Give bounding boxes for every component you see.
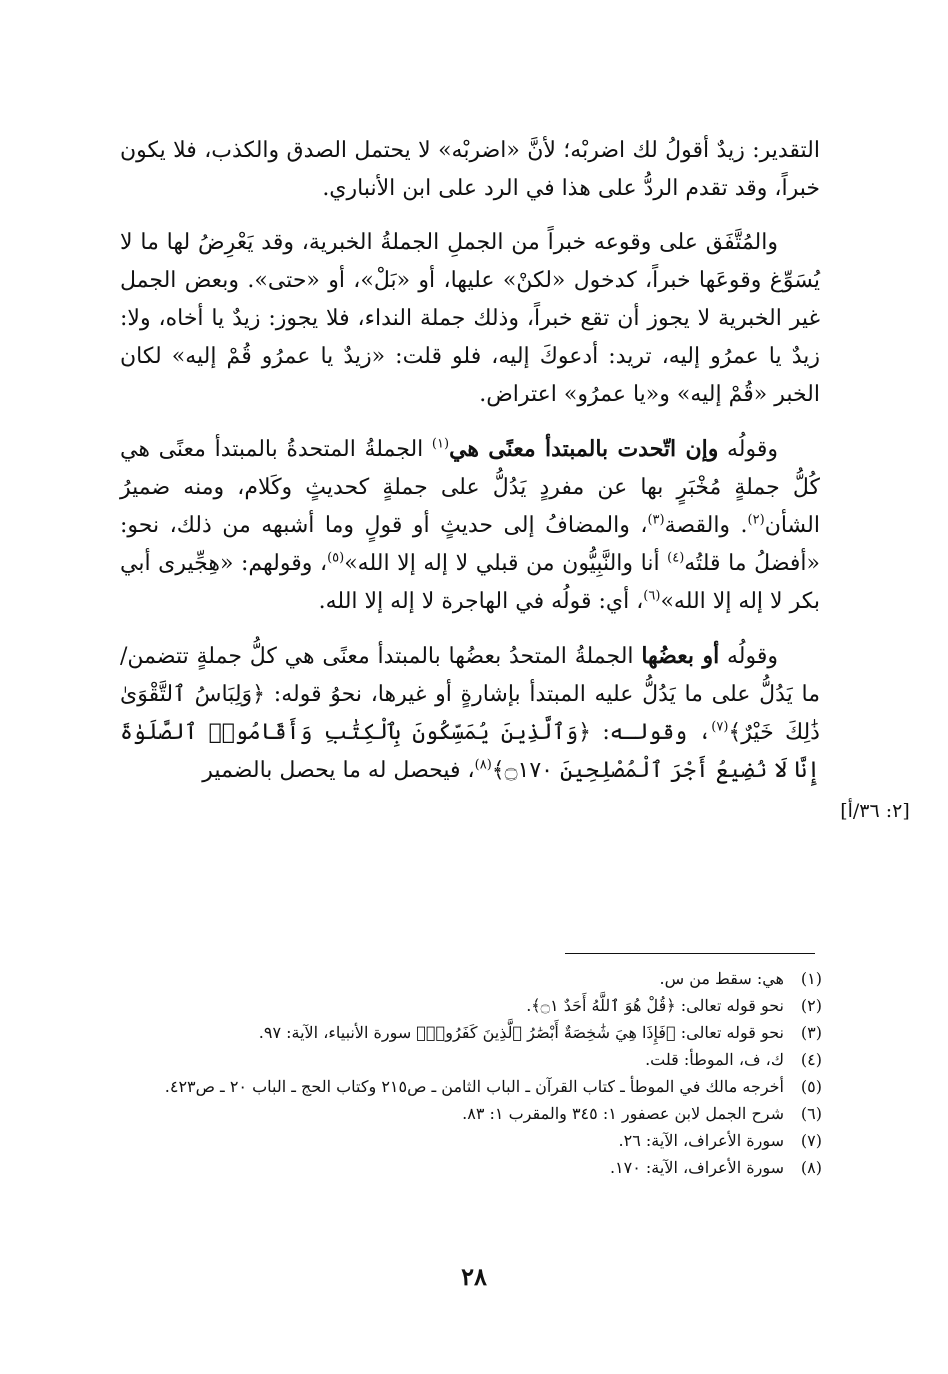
paragraph-3	[120, 430, 820, 621]
text-run: ، فيحصل له ما يحصل بالضمير	[202, 758, 475, 783]
page-number: ٢٨	[461, 1262, 487, 1291]
footnote-number: (٥)	[800, 1077, 822, 1096]
text-run: أنا والنَّبِيُّون من قبلي لا إله إلا الله»	[344, 551, 668, 576]
footnote-text: نحو قوله تعالى: ﴿فَإِذَا هِيَ شَٰخِصَةٌ أَبْصَٰرُ ٱلَّذِينَ كَفَرُوا۟﴾ سورة الأنبياء، الآية: ٩٧.	[258, 1023, 784, 1042]
paragraph-1: التقدير: زيدٌ أقولُ لك اضربْه؛ لأنَّ «اضربْه» لا يحتمل الصدق والكذب، فلا يكون خبراً، وقد تقدم الردُّ على هذا في الرد على ابن الأنباري.	[120, 138, 820, 201]
paragraph-2: والمُتَّفَق على وقوعه خبراً من الجملِ الجملةُ الخبرية، وقد يَعْرِضُ لها ما لا يُسَوِّغ وقوعَها خبراً، كدخول «لكنْ» عليها، أو «بَلْ»، أو «حتى». وبعض الجمل غير الخبرية لا يجوز أن تقع خبراً، وذلك جملة النداء، فلا يجوز: زيدٌ يا أخاه، ولا: زيدٌ يا عمرُو إليه، تريد: أدعوكَ إليه، فلو قلت: «زيدٌ يا عمرُو قُمْ إليه» لكان الخبر «قُمْ إليه» و«يا عمرُو» اعتراض.	[120, 230, 820, 407]
footnote-ref-8[interactable]: (٨)	[474, 757, 492, 773]
paragraph-4	[120, 637, 820, 790]
footnote-ref-2[interactable]: (٢)	[747, 512, 765, 528]
text-run: ، وقولـه:	[591, 720, 712, 745]
footnote-item	[110, 1127, 822, 1154]
footnote-text: شرح الجمل لابن عصفور ١: ٣٤٥ والمقرب ١: ٨٣.	[462, 1104, 784, 1123]
footnote-divider	[565, 953, 815, 954]
main-text	[120, 132, 820, 806]
footnote-item	[110, 965, 822, 992]
footnote-text: أخرجه مالك في الموطأ ـ كتاب القرآن ـ الباب الثامن ـ ص٢١٥ وكتاب الحج ـ الباب ٢٠ ـ ص٤٢٣.	[164, 1077, 784, 1096]
footnote-text: هي: سقط من س.	[659, 969, 784, 988]
text-run: الجملةُ المتحدُ بعضُها بالمبتدأ معنًى هي كلُّ جملةٍ تتضمن/ ما يَدُلُّ على ما يَدُلُّ عليه المبتدأ بإشارةٍ أو غيرها، نحوُ قوله:	[120, 644, 820, 707]
text-run: الجملةُ المتحدةُ بالمبتدأ معنًى هي كُلُّ جملةٍ مُخْبَرٍ بها عن مفردٍ يَدُلُّ على جملةٍ كحديثٍ وكَلام، ومنه ضميرُ الشأن	[120, 437, 820, 538]
footnote-item	[110, 992, 822, 1019]
text-run: وقولُه	[718, 437, 778, 462]
footnote-ref-1[interactable]: (١)	[431, 436, 450, 452]
footnote-ref-5[interactable]: (٥)	[327, 550, 345, 566]
footnote-text: سورة الأعراف، الآية: ٢٦.	[618, 1131, 784, 1150]
bold-quote: وإن اتّحدت بالمبتدأ معنًى هي	[449, 436, 719, 462]
footnote-ref-3[interactable]: (٣)	[647, 512, 665, 528]
footnote-text: سورة الأعراف، الآية: ١٧٠.	[609, 1158, 784, 1177]
footnote-item	[110, 1100, 822, 1127]
footnote-number: (٤)	[800, 1050, 822, 1069]
footnote-ref-7[interactable]: (٧)	[711, 719, 729, 735]
footnote-number: (٨)	[800, 1158, 822, 1177]
manuscript-folio-ref: [٢: ٣٦/أ]	[840, 800, 910, 822]
text-run: ، وقولهم: «هِجِّيرى أبي بكر لا إله إلا الله»	[120, 551, 820, 614]
footnote-item	[110, 1046, 822, 1073]
text-run: ، أي: قولُه في الهاجرة لا إله إلا الله.	[318, 589, 644, 614]
bold-quote: أو بعضُها	[641, 643, 720, 669]
text-run: ، والمضافُ إلى حديثٍ أو قولٍ وما أشبهه من ذلك، نحو: «أفضلُ ما قلتُه	[120, 513, 820, 576]
footnote-number: (١)	[800, 969, 822, 988]
text-run: وقولُه	[719, 644, 778, 669]
footnote-number: (٣)	[800, 1023, 822, 1042]
footnote-number: (٦)	[800, 1104, 822, 1123]
footnote-item	[110, 1019, 822, 1046]
quran-verse-1: ﴿وَلِبَاسُ ٱلتَّقْوَىٰ ذَٰلِكَ خَيْرٌ﴾	[120, 682, 820, 745]
footnote-number: (٧)	[800, 1131, 822, 1150]
footnote-item	[110, 1154, 822, 1181]
footnotes-list	[110, 965, 822, 1181]
text-run: . والقصة	[664, 513, 748, 538]
footnote-text: نحو قوله تعالى: ﴿قُلْ هُوَ ٱللَّهُ أَحَدٌ ۝١﴾.	[526, 996, 784, 1015]
footnote-text: ك، ف، الموطأ: قلت.	[645, 1050, 784, 1069]
footnote-item	[110, 1073, 822, 1100]
footnote-ref-4[interactable]: (٤)	[667, 550, 685, 566]
footnote-ref-6[interactable]: (٦)	[643, 588, 661, 604]
footnote-number: (٢)	[800, 996, 822, 1015]
quran-verse-2: ﴿وَٱلَّذِينَ يُمَسِّكُونَ بِٱلْكِتَٰبِ وَأَقَامُوا۟ ٱلصَّلَوٰةَ إِنَّا لَا نُضِيعُ أَجْرَ ٱلْمُصْلِحِينَ ۝١٧٠﴾	[120, 720, 820, 783]
